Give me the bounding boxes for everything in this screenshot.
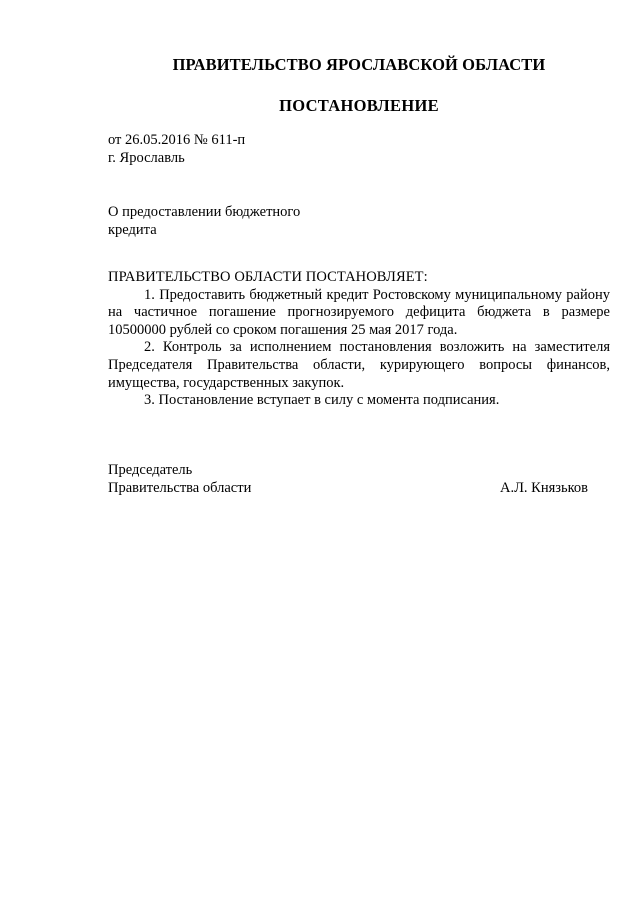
signatory-position-line-2: Правительства области (108, 480, 252, 496)
subject-line-2: кредита (108, 222, 157, 238)
subject-line-1: О предоставлении бюджетного (108, 204, 301, 220)
document-type-title: ПОСТАНОВЛЕНИЕ (279, 96, 439, 115)
signature-row (108, 479, 610, 497)
paragraph-3: 3. Постановление вступает в силу с момента подписания. (144, 392, 500, 409)
date-number: от 26.05.2016 № 611-п (108, 132, 246, 148)
document-body (108, 269, 610, 410)
government-title: ПРАВИТЕЛЬСТВО ЯРОСЛАВСКОЙ ОБЛАСТИ (172, 55, 546, 74)
signatory-position-line-1: Председатель (108, 462, 193, 478)
document-subject (108, 203, 300, 239)
decree-heading: ПРАВИТЕЛЬСТВО ОБЛАСТИ ПОСТАНОВЛЯЕТ: (108, 269, 428, 285)
city: г. Ярославль (108, 150, 185, 166)
paragraph-1: 1. Предоставить бюджетный кредит Ростовскому муниципальному району на частичное погашение прогнозируемого дефицита бюджета в размере 10500000 рублей со сроком погашения 25 мая 2017 года. (108, 286, 610, 338)
signature-block (108, 461, 610, 497)
signatory-name: А.Л. Князьков (499, 480, 588, 496)
paragraph-2: 2. Контроль за исполнением постановления возложить на заместителя Председателя Правительства области, курирующего вопросы финансов, имущества, государственных закупок. (108, 339, 610, 391)
document-meta (108, 131, 245, 167)
